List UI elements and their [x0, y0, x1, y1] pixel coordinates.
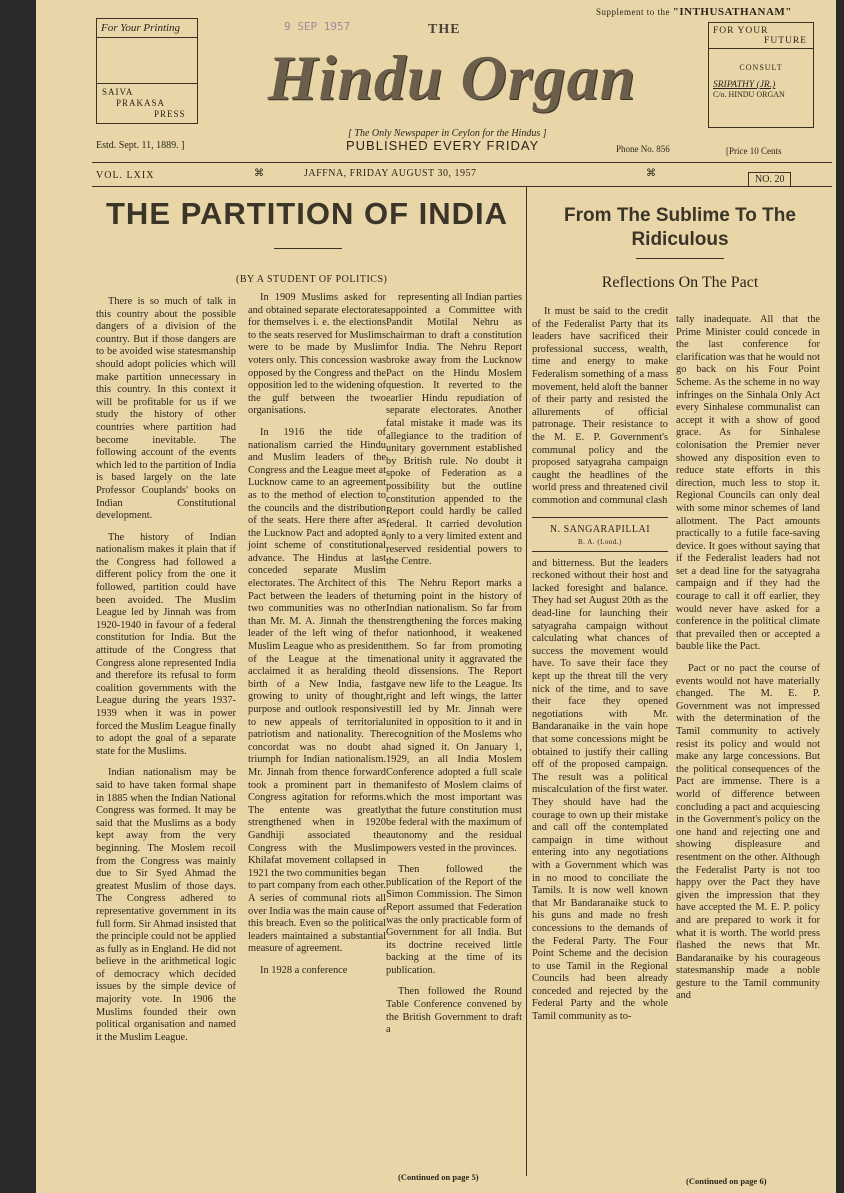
paragraph: The history of Indian nationalism makes it plain that if the Congress had followed a different policy from the one it followed, partition could have been avoided. The Muslim League led by Jinnah was from 1920-1940 in favour of a federal constitution for India. But the attitude of the Congress that Congress alone represented India and therefore its refusal to form coalition governments with the League during the years 1937-1939 when it was in power forced the Muslim League finally to adopt the goal of a separate state for the Muslims. [96, 531, 236, 757]
date-stamp: 9 SEP 1957 [284, 20, 351, 33]
paragraph: The Nehru Report marks a turning point in the history of Indian nationalism. So far from strengthening the forces making for nationhood, it weakened them. So far from promoting national unity it aggravated the old dissensions. The Report gave new life to the League. Its right and left wings, the latter still led by Mr. Jinnah were united in opposition to it and in recognition of the Moslems who had signed it. On January 1, 1929, an all India Moslem Conference adopted a full scale manifesto of Moslem claims of which the most important was that the future constitution must be federal with the maximum of autonomy and the residual powers vested in the provinces. [386, 578, 522, 854]
supplement-prefix: Supplement to the [596, 7, 670, 17]
paragraph: Then followed the publication of the Report of the Simon Commission. The Simon Report assumed that Federation was the only practicable form of Government for all India. But its doctrine received little backing at the time of its publication. [386, 864, 522, 976]
masthead-title: Hindu Organ [267, 42, 637, 113]
article1-column-2 [248, 292, 386, 986]
consult-ad-line: FOR YOUR [713, 26, 769, 36]
paragraph: In 1928 a conference [260, 964, 348, 976]
issue-number: NO. 20 [748, 172, 791, 187]
paragraph: In 1909 Muslims asked for and obtained separate electorates for themselves i. e. the elections to the seats reserved for Muslims were to be made by Muslim voters only. This concession was opposed by the Congress and the opposition led to the widening of the gulf between the two organisations. [248, 292, 386, 417]
paragraph: Indian nationalism may be said to have taken formal shape in 1885 when the Indian National Congress was formed. It may be said that the Muslims as a body kept away from the very beginning. The Moslem recoil from the Congress was mainly due to Sir Syed Ahmad the greatest Muslim of those days. The Congress adhered to representative government in its full form. Sir Ahmad insisted that the principle could not be applied as fully as in England. He did not believe in the arithmetical logic of democracy which decided issues by the simple device of majority vote. In 1906 the Muslims founded their own political organisation and named it the Muslim League. [96, 767, 236, 1043]
newspaper-page [36, 0, 836, 1193]
printing-ad-line: SAIVA [102, 87, 134, 97]
article1-headline: THE PARTITION OF INDIA [106, 196, 509, 231]
article2-column-1 [532, 306, 668, 1033]
ornament-icon: ⌘ [254, 168, 264, 179]
author-signature [532, 517, 668, 552]
paragraph: Pact or no pact the course of events would not have materially changed. The M. E. P. Government was not impressed with the determination of the Tamil community to actively resist its policy and would not make any large concessions. But the political consequences of the Pact are immense. There is a world of difference between concluding a pact and acquiescing in the Government's policy on the one hand and rejecting one and showing displeasure and resentment on the other. Although the Federalist Party is not too happy over the Pact they have given the impression that they have accepted the M. E. P. policy and are prepared to work it for what it is worth. The world press flashed the news that Mr. Bandaranaike by his courageous statesmanship made a noble gesture to the Tamil community and [676, 663, 820, 1002]
consult-ad-address: C/o. HINDU ORGAN [713, 90, 785, 99]
author-degree: B. A. (Lond.) [577, 538, 623, 547]
paragraph: and bitterness. But the leaders reckoned without their host and lacked foresight and balance. They had set August 20th as the dead-line for launching their satyagraha campaign without calculating what chances of success the movement would have. To save their face they kept up the threat till the very nick of the time, and to save their face they opened negotiations with Mr. Bandaranaike in the vain hope that some concessions might be obtained to justify their calling off of the proposed campaign. The result was a political miscalculation of the first water. They should have had the courage to own up their mistake and call off the contemplated campaign in time without entering into any negotiations with a Government which was in no mood to conciliate the Tamils. It is now well known that Mr Bandaranaike stuck to his guns and made no fresh concessions to the demands of the Federal Party. The Four Point Scheme and the decision to use Tamil in the Regional Councils had been already conceded and rejected by the Federal Party and the whole Tamil community as to- [532, 557, 668, 1023]
supplement-note [596, 6, 792, 18]
consult-ad [708, 22, 814, 128]
consult-ad-name: SRIPATHY (JR.) [713, 80, 776, 90]
consult-ad-line: CONSULT [739, 63, 783, 72]
printing-ad-name [97, 83, 197, 123]
dateline: JAFFNA, FRIDAY AUGUST 30, 1957 [304, 168, 477, 179]
divider [636, 258, 724, 259]
divider [92, 162, 832, 163]
price: [Price 10 Cents [726, 146, 782, 156]
tagline: [ The Only Newspaper in Ceylon for the Hindus ] [348, 128, 547, 139]
printing-ad [96, 18, 198, 124]
article2-headline: From The Sublime To The Ridiculous [564, 205, 796, 250]
paragraph: In 1916 the tide of nationalism carried the Hindu and Muslim leaders of the Congress and the League meet at Lucknow came to an agreement as to the method of election to the councils and the distribution of the seats. Here there after as the Lucknow Pact and adopted a joint scheme of constitutional advance. The Hindus at last conceded separate Muslim electorates. The Architect of this Pact between the leaders of the two communities was no other than Mr. M. A. Jinnah the then leader of the left wing of the Muslim League who as president of the League at the time acclaimed it as heralding the birth of a New India, fast growing to unity of thought, purpose and outlook responsive to new appeals of territorial patriotism and nationality. The concordat was no doubt a triumph for Indian nationalism. Mr. Jinnah from thence forward took a prominent part in the Congress agitation for reforms. The entente was greatly strengthened when in 1920 Gandhiji associated the Congress with the Muslim Khilafat movement collapsed in 1921 the two communities began to part company from each other. A series of communal riots all over India was the main cause of this breach. Even so the political leaders maintained a substantial measure of agreement. [248, 426, 386, 955]
printing-ad-line: PRESS [154, 109, 186, 119]
author-name: N. SANGARAPILLAI [549, 523, 651, 535]
phone-number: Phone No. 856 [616, 144, 670, 154]
article2-column-2 [676, 314, 820, 1012]
divider [92, 186, 832, 187]
paragraph: It must be said to the credit of the Federalist Party that its leaders have sacrificed their professional success, wealth, time and energy to make Federalism something of a mass movement, held aloft the banner of their party and resisted the allurements of official patronage. Their resistance to the M. E. P. Government's communal policy and the proposed satyagraha campaign caught the headlines of the world press and threatened civil commotion and communal clash [532, 306, 668, 506]
publication-frequency: PUBLISHED EVERY FRIDAY [346, 138, 540, 153]
article1-column-3 [386, 292, 522, 1046]
volume: VOL. LXIX [96, 170, 155, 181]
paragraph: tally inadequate. All that the Prime Minister could concede in the last conference for clarification was that he would not go back on his Four Point Scheme. As the scheme in no way infringes on the Sinhala Only Act every Sinhalese communalist can accept it with a show of good grace. As for Sinhalese colonisation the Premier never showed any disposition even to reduce state efforts in this direction, much less to stop it. Regional Councils can only deal with some minor schemes of land allotment. The Pact amounts practically to a futile face-saving device. It goes without saying that if the Federalist leaders had not set a dead line for the satyagraha campaign and if they had the courage to call it off earlier, they would never have asked for a conference in the political climate that prevailed then or accepted a bauble like the Pact. [676, 314, 820, 653]
article1-continued-note: (Continued on page 5) [398, 1172, 479, 1182]
article2-continued-note: (Continued on page 6) [686, 1176, 767, 1186]
article1-column-1 [96, 296, 236, 1053]
section-divider [526, 186, 527, 1176]
masthead-the: THE [428, 22, 461, 37]
supplement-name: "INTHUSATHANAM" [672, 6, 792, 18]
article2-subhead: Reflections On The Pact [601, 274, 759, 291]
article1-byline: (BY A STUDENT OF POLITICS) [236, 274, 388, 285]
printing-ad-title: For Your Printing [97, 19, 197, 38]
printing-ad-line: PRAKASA [116, 98, 166, 108]
paragraph: There is so much of talk in this country about the possible dangers of a division of the country. But if those dangers are to be avoided wise statesmanship should adopt policies which will make partition unnecessary in this country. In this context it will be profitable for us if we study the history of other countries where partition had become inevitable. The following account of the events which led to the partition of India is based largely on the late Professor Couplands' books on Indian Constitutional development. [96, 296, 236, 522]
divider [274, 248, 342, 249]
consult-ad-line: FUTURE [709, 36, 813, 49]
paragraph: Then followed the Round Table Conference convened by the British Government to draft a [386, 986, 522, 1036]
established-date: Estd. Sept. 11, 1889. ] [96, 140, 185, 151]
ornament-icon: ⌘ [646, 168, 656, 179]
paragraph: representing all Indian parties appointed a Committee with Pandit Motilal Nehru as chairman to draft a constitution for India. The Nehru Report broke away from the Lucknow Pact on the Hindu Moslem question. It reverted to the earlier Hindu repudiation of separate electorates. Another fatal mistake it made was its allegiance to the tradition of unitary government established by British rule. No doubt it spoke of Federation as a possibility but the outline constitution appended to the Report could hardly be called federal. It carried devolution only to a very limited extent and reserved residential powers to the Centre. [386, 292, 522, 568]
